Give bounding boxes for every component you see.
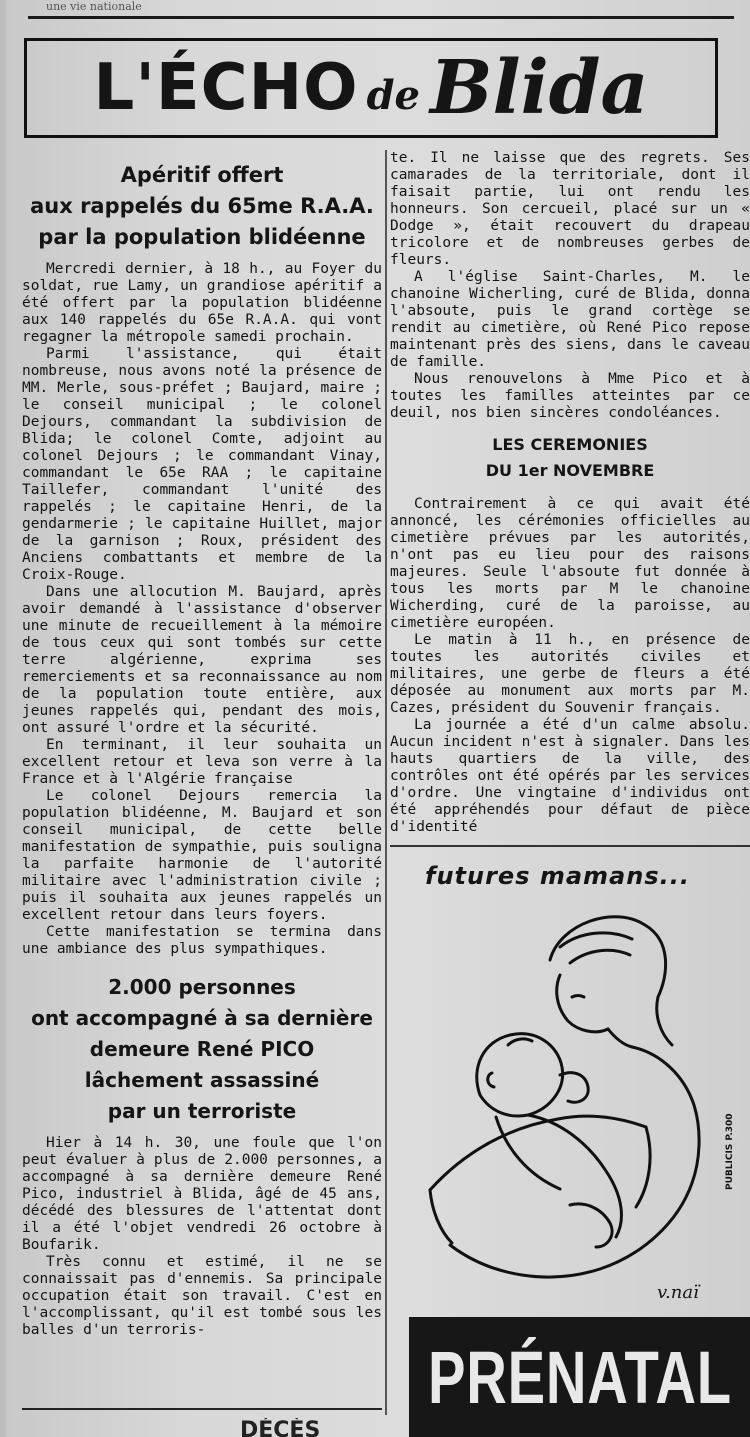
article2-headline-line: ont accompagné à sa dernière	[31, 1006, 373, 1030]
article2-continuation-paragraph: A l'église Saint-Charles, M. le chanoine Wicherling, curé de Blida, donna l'absoute, puis le grand cortège se rendit au cimetière, où René Pico repose maintenant près des siens, dans le caveau de famille.	[390, 269, 750, 370]
article1-headline-line: aux rappelés du 65me R.A.A.	[30, 194, 374, 218]
article2-continuation-paragraph: Nous renouvelons à Mme Pico et à toutes les familles atteintes par ce deuil, nos bien sincères condoléances.	[390, 371, 750, 421]
article2-headline-line: demeure René PICO	[89, 1037, 315, 1061]
article3-paragraph: La journée a été d'un calme absolu. Aucun incident n'est à signaler. Dans les hauts quartiers de la ville, des contrôles ont été opérés par les services d'ordre. Une vingtaine d'individus ont été appréhendés pour défaut de pièce d'identité	[390, 717, 750, 835]
left-column	[22, 150, 382, 1400]
article1-paragraph: Cette manifestation se termina dans une ambiance des plus sympathiques.	[22, 924, 382, 957]
top-strip-text: une vie nationale	[46, 0, 142, 12]
right-column	[390, 150, 750, 840]
article2-headline	[22, 972, 382, 1127]
article3-headline-line: DU 1er NOVEMBRE	[485, 461, 655, 480]
mother-shoulder	[632, 1047, 699, 1183]
masthead-de: de	[366, 71, 420, 119]
artist-signature: v.naï	[657, 1282, 699, 1303]
advertisement-tagline: futures mamans...	[425, 862, 690, 890]
article2-body	[22, 1135, 382, 1339]
top-rule	[28, 16, 734, 19]
masthead-blida: Blida	[429, 45, 649, 131]
article1-body	[22, 261, 382, 958]
mother-and-baby-illustration	[410, 905, 740, 1310]
article1-paragraph: Mercredi dernier, à 18 h., au Foyer du soldat, rue Lamy, un grandiose apéritif a été offert par la population blidéenne aux 140 rappelés du 65e R.A.A. qui vont regagner la métropole samedi prochain.	[22, 261, 382, 345]
article1-headline	[22, 160, 382, 253]
article2-continuation-paragraph: te. Il ne laisse que des regrets. Ses camarades de la territoriale, dont il faisait partie, lui ont rendu les honneurs. Son cercueil, placé sur un « Dodge », était recouvert du drapeau tricolore et de nombreuses gerbes de fleurs.	[390, 150, 750, 268]
next-heading-fragment: DÉCÈS	[240, 1418, 321, 1437]
article1-paragraph: Dans une allocution M. Baujard, après avoir demandé à l'assistance d'observer une minute de recueillement à la mémoire de tous ceux qui sont tombés sur cette terre algérienne, exprima ses remerciements et sa reconnaissance au nom de la population toute entière, aux jeunes rappelés qui, pendant des mois, ont assuré l'ordre et la sécurité.	[22, 584, 382, 736]
masthead	[24, 38, 718, 138]
baby-hand	[560, 1073, 588, 1103]
baby-leg	[570, 1204, 612, 1247]
baby-ear	[488, 1073, 494, 1087]
article1-paragraph: Parmi l'assistance, qui était nombreuse, nous avons noté la présence de MM. Merle, sous-préfet ; Baujard, maire ; le conseil municipal ; le colonel Dejours, commandant la subdivision de Blida; le colonel Comte, adjoint au colonel Dejours ; le commandant Vinay, commandant le 65e RAA ; le capitaine Taillefer, commandant l'unité des rappelés ; le capitaine Henri, de la gendarmerie ; le capitaine Huillet, major de la garnison ; Roux, président des Anciens combattants et membre de la Croix-Rouge.	[22, 346, 382, 583]
brand-banner	[409, 1317, 750, 1437]
article3-paragraph: Contrairement à ce qui avait été annoncé, les cérémonies officielles au cimetière prévues par les autorités, n'ont pas eu lieu pour des raisons majeures. Seule l'absoute fut donnée à tous les morts par M le chanoine Wicherding, curé de la paroisse, au cimetière européen.	[390, 496, 750, 631]
prenatal-advertisement	[395, 850, 750, 1437]
article3-headline	[390, 432, 750, 484]
article1-paragraph: Le colonel Dejours remercia la population blidéenne, M. Baujard et son conseil municipal, de cette belle manifestation de sympathie, puis souligna la parfaite harmonie de l'autorité militaire avec l'administration civile ; puis il souhaita aux jeunes rappelés un excellent retour dans leurs foyers.	[22, 788, 382, 923]
article1-paragraph: En terminant, il leur souhaita un excellent retour et leva son verre à la France et à l'Algérie française	[22, 737, 382, 787]
article3-headline-line: LES CEREMONIES	[492, 435, 648, 454]
article2-headline-line: 2.000 personnes	[108, 975, 296, 999]
advertisement-top-rule	[390, 845, 750, 847]
column-divider	[385, 150, 387, 1415]
article2-headline-line: lâchement assassiné	[84, 1068, 320, 1092]
brand-name: PRÉNATAL	[427, 1335, 732, 1419]
advertisement-agency-credit: PUBLICIS P.300	[725, 1113, 735, 1190]
masthead-echo: L'ÉCHO	[93, 51, 359, 125]
article2-continuation	[390, 150, 750, 422]
mother-hair	[550, 917, 672, 1045]
article2-paragraph: Hier à 14 h. 30, une foule que l'on peut évaluer à plus de 2.000 personnes, a accompagné à sa dernière demeure René Pico, industriel à Blida, âgé de 45 ans, décédé des blessures de l'attentat dont il a été l'objet vendredi 26 octobre à Boufarik.	[22, 1135, 382, 1253]
article3-paragraph: Le matin à 11 h., en présence de toutes les autorités civiles et militaires, une gerbe de fleurs a été déposée au monument aux morts par M. Cazes, président du Souvenir français.	[390, 632, 750, 716]
mother-arm	[430, 1116, 646, 1190]
article2-headline-line: par un terroriste	[107, 1099, 297, 1123]
article1-headline-line: par la population blidéenne	[38, 225, 366, 249]
article1-headline-line: Apéritif offert	[120, 163, 284, 187]
mother-face	[557, 975, 608, 1032]
article3-body	[390, 496, 750, 836]
article2-paragraph: Très connu et estimé, il ne se connaissait pas d'ennemis. Sa principale occupation était son travail. C'est en l'accomplissant, qu'il est tombé sous les balles d'un terroris-	[22, 1254, 382, 1338]
bottom-rule	[22, 1408, 382, 1410]
